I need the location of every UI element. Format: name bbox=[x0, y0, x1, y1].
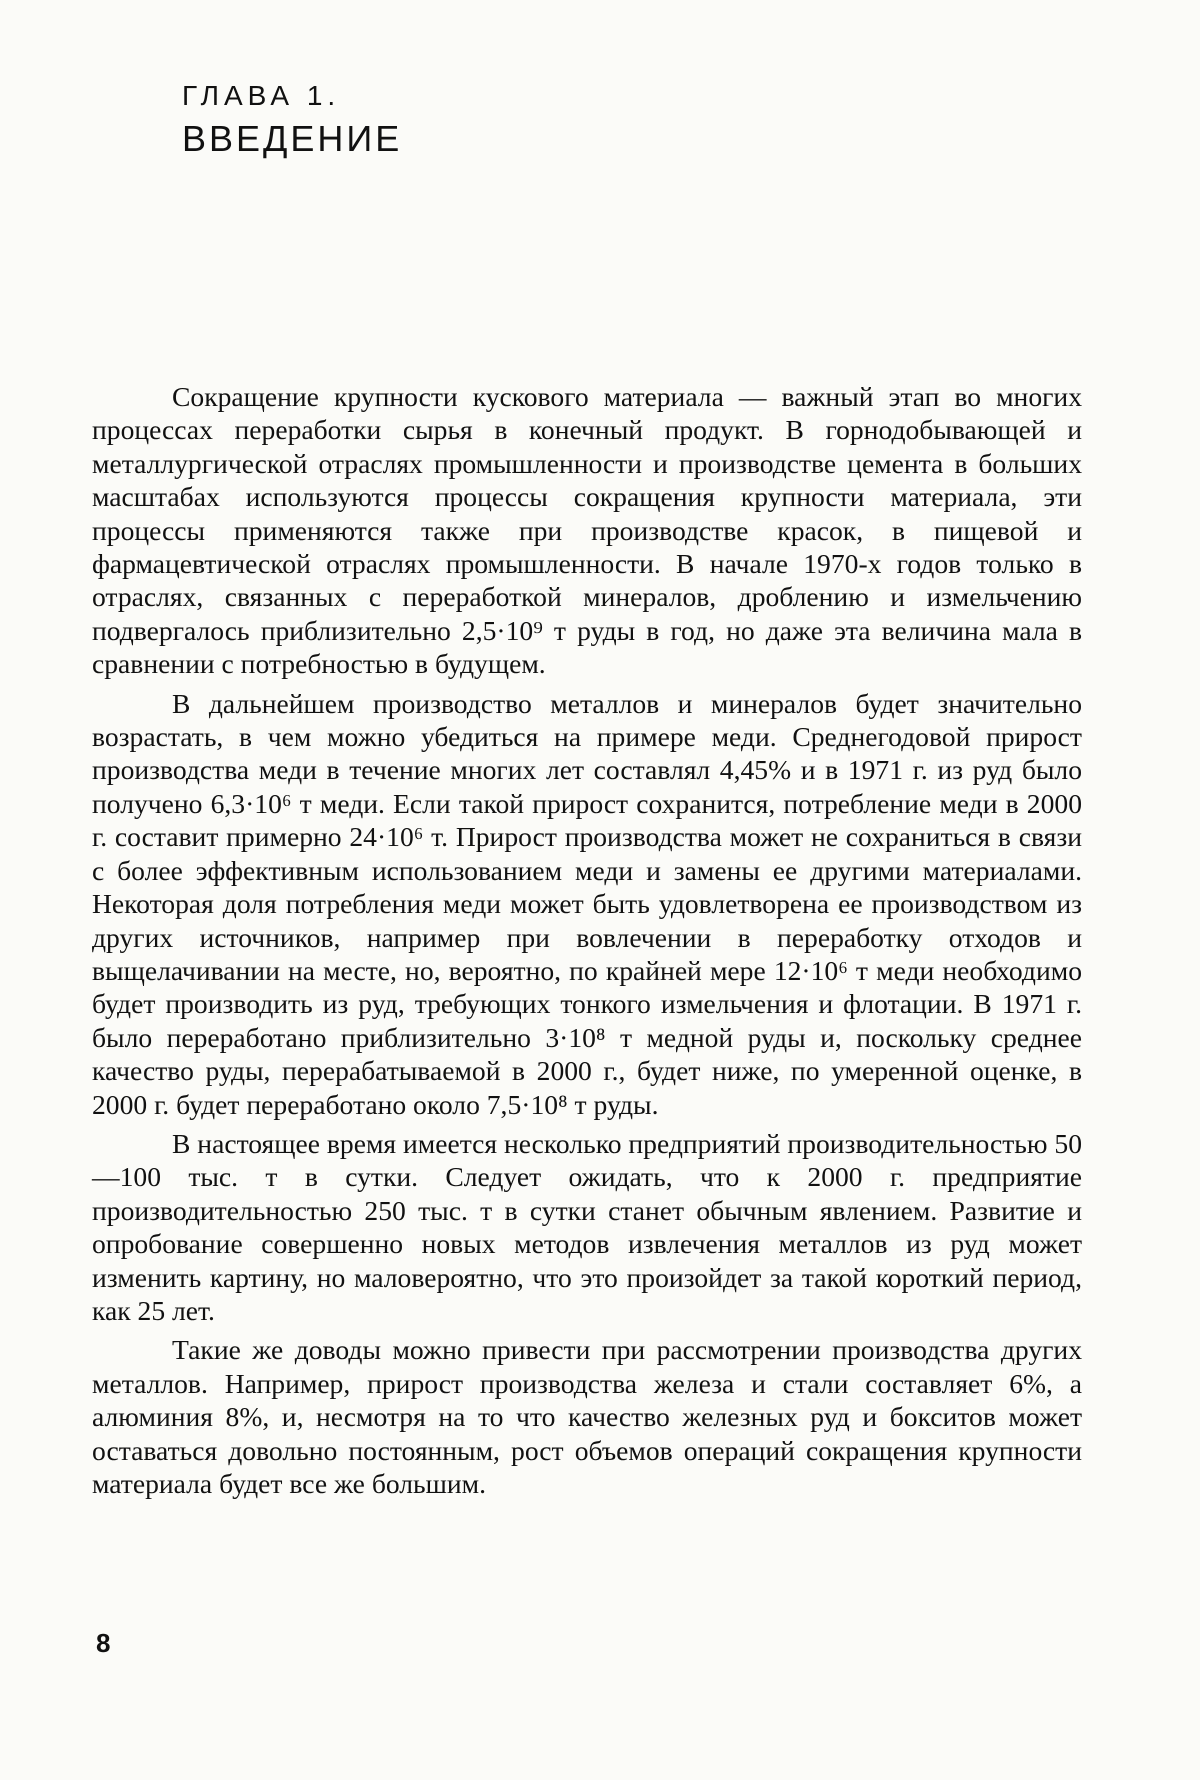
page-number: 8 bbox=[96, 1628, 111, 1658]
paragraph: Сокращение крупности кускового материала — важный этап во многих процессах переработки сырья в конечный продукт. В горнодобывающей и металлургической отраслях промышленности и производстве цемента в больших масштабах используются процессы сокращения крупности материала, эти процессы применяются также при производстве красок, в пищевой и фармацевтической отраслях промышленности. В начале 1970-х годов только в отраслях, связанных с переработкой минералов, дроблению и измельчению подвергалось приблизительно 2,5·10⁹ т руды в год, но даже эта величина мала в сравнении с потребностью в будущем. bbox=[92, 381, 1082, 680]
paragraph: В настоящее время имеется несколько предприятий производительностью 50—100 тыс. т в сутки. Следует ожидать, что к 2000 г. предприятие производительностью 250 тыс. т в сутки станет обычным явлением. Развитие и опробование совершенно новых методов извлечения металлов из руд может изменить картину, но маловероятно, что это произойдет за такой короткий период, как 25 лет. bbox=[92, 1127, 1082, 1326]
chapter-title: ВВЕДЕНИЕ bbox=[182, 118, 403, 159]
paragraph: В дальнейшем производство металлов и минералов будет значительно возрастать, в чем можно убедиться на примере меди. Среднегодовой прирост производства меди в течение многих лет составлял 4,45% и в 1971 г. из руд было получено 6,3·10⁶ т меди. Если такой прирост сохранится, потребление меди в 2000 г. составит примерно 24·10⁶ т. Прирост производства может не сохраниться в связи с более эффективным использованием меди и замены ее другими материалами. Некоторая доля потребления меди может быть удовлетворена ее производством из других источников, например при вовлечении в переработку отходов и выщелачивании на месте, но, вероятно, по крайней мере 12·10⁶ т меди необходимо будет производить из руд, требующих тонкого измельчения и флотации. В 1971 г. было переработано приблизительно 3·10⁸ т медной руды и, поскольку среднее качество руды, перерабатываемой в 2000 г., будет ниже, по умеренной оценке, в 2000 г. будет переработано около 7,5·10⁸ т руды. bbox=[92, 687, 1082, 1120]
paragraph: Такие же доводы можно привести при рассмотрении производства других металлов. Например, прирост производства железа и стали составляет 6%, а алюминия 8%, и, несмотря на то что качество железных руд и бокситов может оставаться довольно постоянным, рост объемов операций сокращения крупности материала будет все же большим. bbox=[92, 1334, 1082, 1499]
chapter-label: ГЛАВА 1. bbox=[182, 80, 341, 111]
body-text bbox=[92, 380, 1082, 1506]
